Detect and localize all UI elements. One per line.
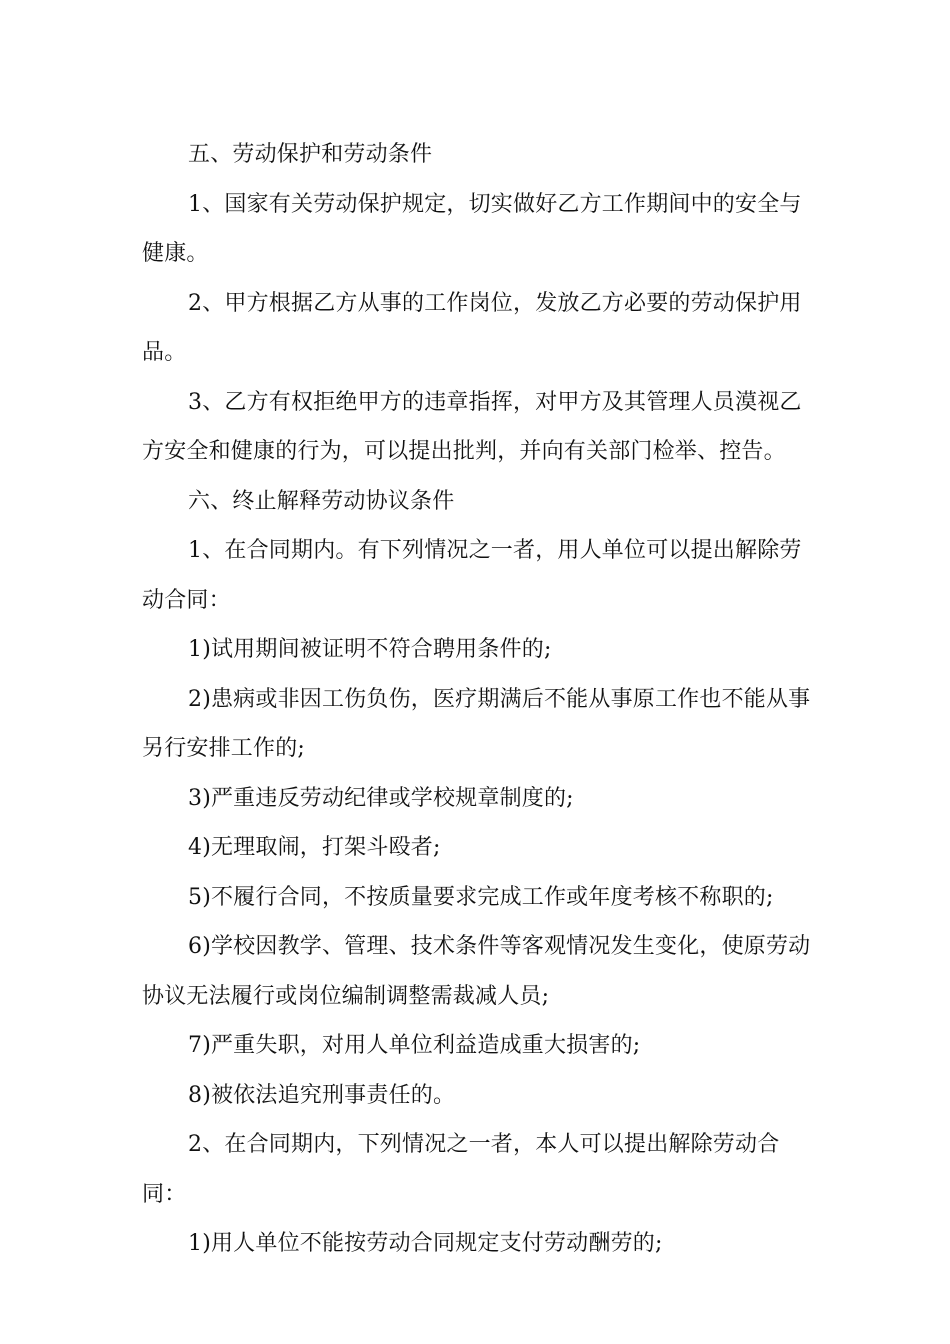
list-item: 4)无理取闹，打架斗殴者; <box>188 835 441 860</box>
section-heading-six: 六、终止解释劳动协议条件 <box>188 488 455 514</box>
list-item: 8)被依法追究刑事责任的。 <box>188 1082 456 1108</box>
paragraph: 1、在合同期内。有下列情况之一者，用人单位可以提出解除劳动合同： <box>142 538 802 613</box>
list-item: 1)试用期间被证明不符合聘用条件的; <box>188 637 552 662</box>
list-item: 1)用人单位不能按劳动合同规定支付劳动酬劳的; <box>188 1231 663 1256</box>
paragraph: 1、国家有关劳动保护规定，切实做好乙方工作期间中的安全与健康。 <box>142 191 802 266</box>
list-item: 5)不履行合同，不按质量要求完成工作或年度考核不称职的; <box>188 884 774 910</box>
list-item: 2)患病或非因工伤负伤，医疗期满后不能从事原工作也不能从事另行安排工作的; <box>142 686 811 761</box>
list-item: 6)学校因教学、管理、技术条件等客观情况发生变化，使原劳动协议无法履行或岗位编制调整需裁减人员; <box>142 934 811 1009</box>
paragraph: 2、在合同期内，下列情况之一者，本人可以提出解除劳动合同： <box>142 1132 780 1207</box>
paragraph: 3、乙方有权拒绝甲方的违章指挥，对甲方及其管理人员漠视乙方安全和健康的行为，可以提出批判，并向有关部门检举、控告。 <box>142 389 802 464</box>
list-item: 3)严重违反劳动纪律或学校规章制度的; <box>188 785 574 811</box>
section-heading-five: 五、劳动保护和劳动条件 <box>188 142 433 167</box>
paragraph: 2、甲方根据乙方从事的工作岗位，发放乙方必要的劳动保护用品。 <box>142 290 802 365</box>
list-item: 7)严重失职，对用人单位利益造成重大损害的; <box>188 1033 641 1058</box>
document-body <box>142 130 818 1269</box>
